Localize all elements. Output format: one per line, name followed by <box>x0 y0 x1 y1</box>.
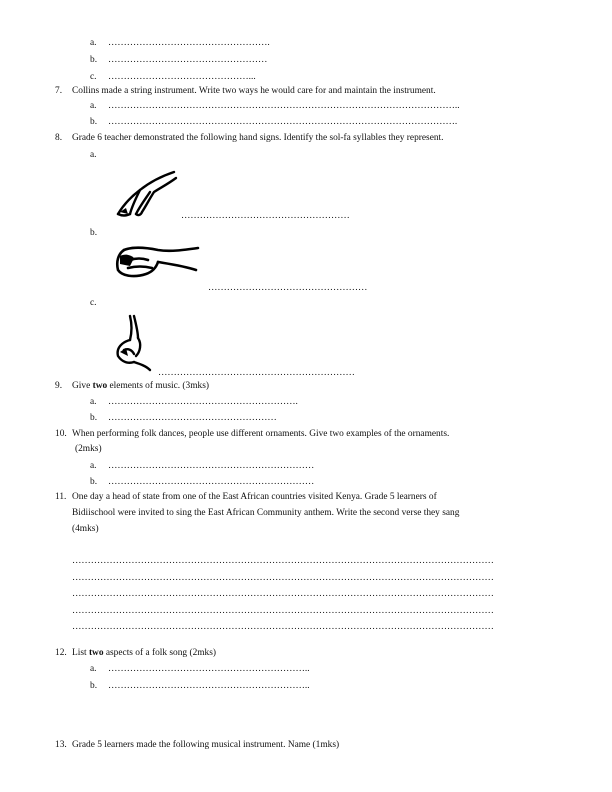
q7-option-b-blank[interactable]: …………………………………………………………………………………………………. <box>108 117 458 127</box>
q7-option-a-letter: a. <box>90 101 97 111</box>
q6-option-a-letter: a. <box>90 38 97 48</box>
hand-sign-fist-sideways-icon <box>112 240 202 284</box>
q8-number: 8. <box>55 133 63 143</box>
q6-option-c-blank[interactable]: ………………………………………... <box>108 72 256 82</box>
q12-option-b-blank[interactable]: ……………………………………………………….. <box>108 681 310 691</box>
hand-sign-finger-up-icon <box>110 312 158 372</box>
q11-answer-line[interactable]: ……………………………………………………………………………………………………………………… <box>72 622 494 632</box>
q6-option-b-blank[interactable]: …………………………………………… <box>108 55 268 65</box>
q12-option-a-blank[interactable]: ……………………………………………………….. <box>108 664 310 674</box>
q8-option-c-letter: c. <box>90 298 97 308</box>
q9-text <box>72 381 209 392</box>
q8-option-c-blank[interactable]: ……………………………………………………… <box>158 368 355 378</box>
q10-option-b-letter: b. <box>90 477 98 487</box>
q11-answer-line[interactable]: ……………………………………………………………………………………………………………………… <box>72 589 494 599</box>
q11-answer-line[interactable]: ……………………………………………………………………………………………………………………… <box>72 606 494 616</box>
q9-number: 9. <box>55 381 63 391</box>
hand-sign-pointing-down-icon <box>110 168 182 220</box>
q9-option-b-letter: b. <box>90 413 98 423</box>
q9-text-post: elements of music. (3mks) <box>107 381 209 391</box>
q10-text-line2: (2mks) <box>75 444 102 454</box>
q12-option-a-letter: a. <box>90 664 97 674</box>
q8-text: Grade 6 teacher demonstrated the following hand signs. Identify the sol-fa syllables they represent. <box>72 133 444 143</box>
q9-option-a-blank[interactable]: ……………………………………………………. <box>108 397 298 407</box>
q10-option-a-letter: a. <box>90 461 97 471</box>
q7-text: Collins made a string instrument. Write two ways he would care for and maintain the instrument. <box>72 86 436 96</box>
q10-text-line1: When performing folk dances, people use different ornaments. Give two examples of the ornaments. <box>72 429 450 439</box>
q11-text-line2: Bidiischool were invited to sing the East African Community anthem. Write the second verse they sang <box>72 508 460 518</box>
q8-option-b-letter: b. <box>90 228 98 238</box>
q8-option-a-letter: a. <box>90 150 97 160</box>
q9-option-b-blank[interactable]: ……………………………………………… <box>108 413 277 423</box>
q11-answer-line[interactable]: ……………………………………………………………………………………………………………………… <box>72 573 494 583</box>
q11-number: 11. <box>55 492 67 502</box>
q12-text-bold: two <box>88 648 104 658</box>
q6-option-c-letter: c. <box>90 72 97 82</box>
q9-option-a-letter: a. <box>90 397 97 407</box>
q13-number: 13. <box>55 740 67 750</box>
q10-option-a-blank[interactable]: ………………………………………………………… <box>108 461 315 471</box>
q12-option-b-letter: b. <box>90 681 98 691</box>
q10-number: 10. <box>55 429 67 439</box>
q7-number: 7. <box>55 86 63 96</box>
q10-option-b-blank[interactable]: ………………………………………………………… <box>108 477 315 487</box>
q11-text-line1: One day a head of state from one of the East African countries visited Kenya. Grade 5 learners of <box>72 492 437 502</box>
q11-text-line3: (4mks) <box>72 524 99 534</box>
q8-option-b-blank[interactable]: …………………………………………… <box>208 283 368 293</box>
q7-option-a-blank[interactable]: ………………………………………………………………………………………………….. <box>108 101 460 111</box>
q12-text <box>72 648 216 659</box>
q13-text: Grade 5 learners made the following musical instrument. Name (1mks) <box>72 740 340 750</box>
q12-text-pre: List <box>72 648 89 658</box>
q6-option-b-letter: b. <box>90 55 98 65</box>
q12-number: 12. <box>55 648 67 658</box>
q11-answer-line[interactable]: ……………………………………………………………………………………………………………………… <box>72 556 494 566</box>
q8-option-a-blank[interactable]: ……………………………………………… <box>181 211 350 221</box>
q9-text-bold: two <box>92 381 108 391</box>
q6-option-a-blank[interactable]: ……………………………………………. <box>108 38 270 48</box>
q7-option-b-letter: b. <box>90 117 98 127</box>
q12-text-post: aspects of a folk song (2mks) <box>103 648 217 658</box>
q9-text-pre: Give <box>72 381 93 391</box>
